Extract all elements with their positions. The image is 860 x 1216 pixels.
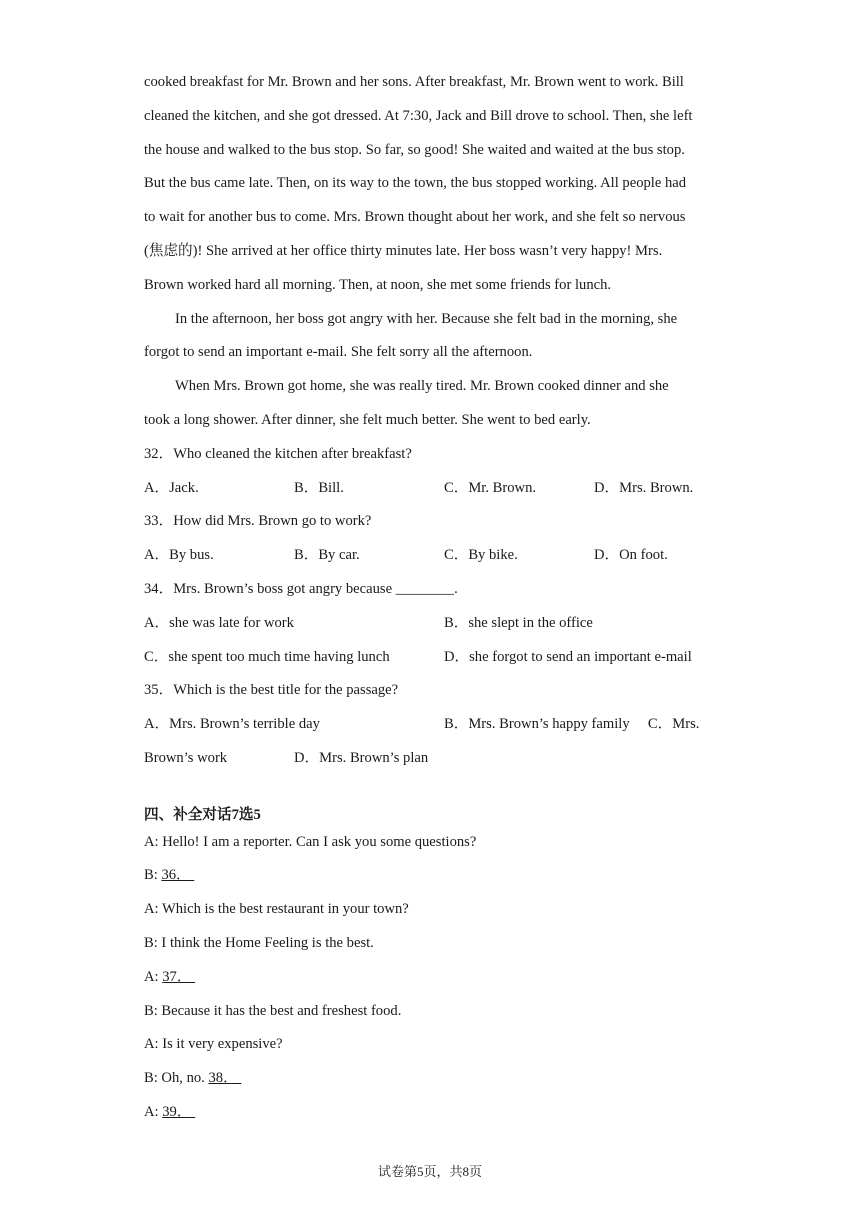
dialogue-line <box>144 859 724 893</box>
option-d[interactable]: D．Mrs. Brown. <box>594 479 694 496</box>
dialogue-line <box>144 1062 724 1096</box>
option-c[interactable]: C．Mr. Brown. <box>444 479 537 496</box>
question-34 <box>144 573 724 674</box>
question-33 <box>144 505 724 573</box>
answer-blank-38[interactable]: 38． <box>208 1070 238 1087</box>
option-a[interactable]: A．Mrs. Brown’s terrible day <box>144 716 320 733</box>
option-c[interactable]: C．she spent too much time having lunch <box>144 648 390 665</box>
option-a[interactable]: A．she was late for work <box>144 614 294 631</box>
page-footer: 试卷第5页，共8页 <box>377 1164 482 1179</box>
dialogue-line <box>144 826 724 860</box>
question-options <box>144 472 724 506</box>
dialogue-text: A: Is it very expensive? <box>144 1036 283 1053</box>
option-b[interactable]: B．she slept in the office <box>444 614 593 631</box>
option-a[interactable]: A．Jack. <box>144 479 199 496</box>
dialogue-text: B: I think the Home Feeling is the best. <box>144 934 374 951</box>
question-options-row-1 <box>144 708 724 742</box>
option-b[interactable]: B．Bill. <box>294 479 344 496</box>
passage-line: to wait for another bus to come. Mrs. Brown thought about her work, and she felt so nervous <box>144 209 686 226</box>
answer-blank-36[interactable]: 36． <box>161 867 191 884</box>
dialogue-line <box>144 1096 724 1130</box>
exam-page <box>144 66 724 1130</box>
answer-blank-37[interactable]: 37． <box>162 968 192 985</box>
dialogue-text: A: Which is the best restaurant in your town? <box>144 901 409 918</box>
dialogue-text: A: <box>144 968 163 985</box>
dialogue-line <box>144 893 724 927</box>
dialogue-line <box>144 961 724 995</box>
question-32 <box>144 438 724 506</box>
question-options <box>144 539 724 573</box>
passage-line: In the afternoon, her boss got angry with her. Because she felt bad in the morning, she <box>175 310 678 327</box>
passage-line: When Mrs. Brown got home, she was really tired. Mr. Brown cooked dinner and she <box>175 378 669 395</box>
passage-paragraph-1 <box>144 66 724 303</box>
dialogue-line <box>144 927 724 961</box>
passage-line: (焦虑的)! She arrived at her office thirty minutes late. Her boss wasn’t very happy! Mrs. <box>144 242 663 259</box>
dialogue-text: B: <box>144 867 162 884</box>
option-d[interactable]: D．she forgot to send an important e-mail <box>444 648 692 665</box>
option-d[interactable]: D．On foot. <box>594 547 668 564</box>
dialogue-text: A: <box>144 1103 163 1120</box>
answer-blank-39[interactable]: 39． <box>162 1103 192 1120</box>
option-b-and-c[interactable]: B．Mrs. Brown’s happy family C．Mrs. <box>444 716 700 733</box>
dialogue-text: B: Because it has the best and freshest food. <box>144 1002 402 1019</box>
question-stem: 32．Who cleaned the kitchen after breakfast? <box>144 445 412 462</box>
dialogue-line <box>144 1028 724 1062</box>
question-stem: 35．Which is the best title for the passage? <box>144 682 399 699</box>
dialogue <box>144 826 724 1130</box>
question-stem: 33．How did Mrs. Brown go to work? <box>144 513 372 530</box>
passage-line: Brown worked hard all morning. Then, at noon, she met some friends for lunch. <box>144 276 612 293</box>
question-35 <box>144 674 724 775</box>
passage-paragraph-3 <box>144 370 724 438</box>
question-stem: 34．Mrs. Brown’s boss got angry because ________. <box>144 580 458 597</box>
passage-line: took a long shower. After dinner, she felt much better. She went to bed early. <box>144 411 591 428</box>
passage-paragraph-2 <box>144 303 724 371</box>
dialogue-text: A: Hello! I am a reporter. Can I ask you some questions? <box>144 833 477 850</box>
option-c-continued[interactable]: Brown’s work <box>144 749 228 766</box>
section-heading: 四、补全对话7选5 <box>144 806 261 823</box>
passage-line: cooked breakfast for Mr. Brown and her sons. After breakfast, Mr. Brown went to work. Bill <box>144 74 684 90</box>
dialogue-line <box>144 995 724 1029</box>
question-options-row-2 <box>144 641 724 675</box>
passage-line: But the bus came late. Then, on its way to the town, the bus stopped working. All people had <box>144 175 687 192</box>
question-options-row-2 <box>144 742 724 776</box>
option-d[interactable]: D．Mrs. Brown’s plan <box>294 749 429 766</box>
option-b[interactable]: B．By car. <box>294 547 360 564</box>
option-c[interactable]: C．By bike. <box>444 547 518 564</box>
dialogue-text: B: Oh, no. <box>144 1070 209 1087</box>
passage-line: cleaned the kitchen, and she got dressed. At 7:30, Jack and Bill drove to school. Then, she left <box>144 107 693 124</box>
passage-line: the house and walked to the bus stop. So far, so good! She waited and waited at the bus stop. <box>144 141 685 158</box>
passage-line: forgot to send an important e-mail. She felt sorry all the afternoon. <box>144 344 533 361</box>
question-options-row-1 <box>144 607 724 641</box>
option-a[interactable]: A．By bus. <box>144 547 214 564</box>
